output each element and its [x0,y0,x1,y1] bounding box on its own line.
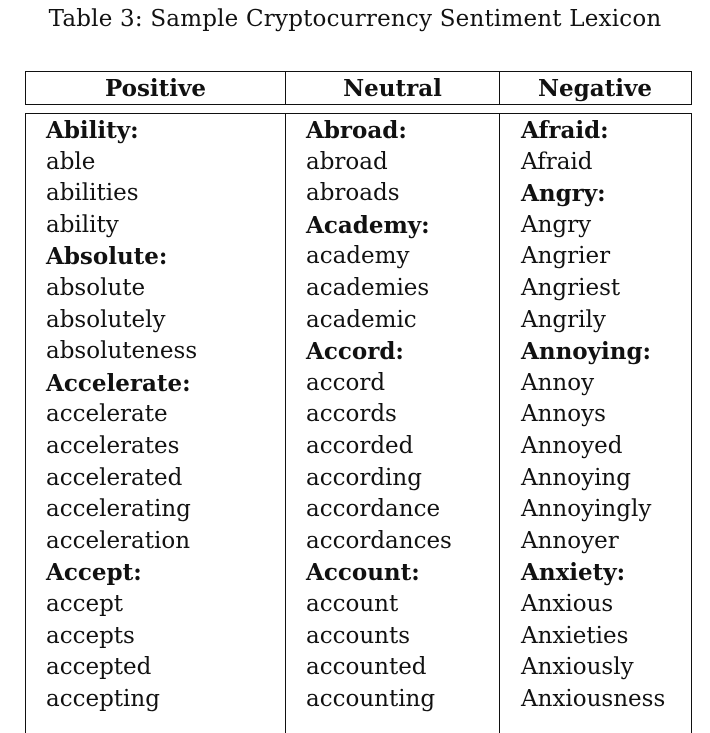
lexicon-word: account [306,590,399,617]
positive-column [26,114,286,733]
lexicon-word: according [306,464,422,491]
lexicon-word: Anxiousness [521,685,666,712]
lexicon-word: abroad [306,148,388,175]
lexicon-word: Annoyed [521,432,623,459]
lexicon-word: Anxious [521,590,614,617]
lexicon-word: accelerate [46,401,168,428]
lexicon-word: accords [306,401,397,428]
table-header-row [25,71,692,105]
table-caption: Table 3: Sample Cryptocurrency Sentiment Lexicon [48,6,662,32]
lexicon-group-heading: Annoying: [521,338,652,366]
lexicon-word: abroads [306,180,400,207]
lexicon-group-heading: Accelerate: [46,369,191,397]
lexicon-word: accept [46,590,124,617]
lexicon-word: academy [306,243,410,270]
lexicon-word: academic [306,306,417,333]
lexicon-group-heading: Accord: [306,338,404,366]
lexicon-word: accelerates [46,432,180,459]
lexicon-word: absoluteness [46,338,198,365]
lexicon-group-heading: Anxiety: [521,559,626,587]
column-header-negative: Negative [537,74,652,102]
lexicon-word: accelerated [46,464,183,491]
lexicon-word: Anxiously [521,654,634,681]
lexicon-word: accorded [306,432,414,459]
lexicon-word: absolute [46,274,146,301]
table-body [25,113,692,733]
lexicon-word: accord [306,369,386,396]
lexicon-group-heading: Ability: [46,117,139,144]
lexicon-word: Angry [521,211,592,238]
lexicon-word: Angrily [521,306,606,333]
lexicon-word: acceleration [46,527,191,554]
lexicon-word: accepted [46,654,152,681]
lexicon-word: Annoy [521,369,595,396]
column-header-neutral: Neutral [286,72,500,104]
lexicon-word: abilities [46,180,139,207]
lexicon-word: Angriest [521,274,621,301]
lexicon-group-heading: Afraid: [521,117,609,144]
lexicon-word: accepting [46,685,160,712]
lexicon-word: Afraid [521,148,593,175]
lexicon-word: academies [306,274,430,301]
negative-column [500,114,690,733]
lexicon-word: accounts [306,622,410,649]
lexicon-group-heading: Academy: [306,211,430,239]
lexicon-word: absolutely [46,306,166,333]
lexicon-word: Annoyingly [521,496,652,523]
lexicon-word: Annoyer [521,527,619,554]
lexicon-word: accelerating [46,496,191,523]
lexicon-word: Annoying [521,464,631,491]
column-header-positive: Positive [26,72,286,104]
lexicon-group-heading: Angry: [521,180,606,208]
lexicon-word: accordance [306,496,441,523]
lexicon-word: Annoys [521,401,606,428]
lexicon-group-heading: Accept: [46,559,142,587]
lexicon-word: accounted [306,654,427,681]
lexicon-word: Anxieties [521,622,629,649]
lexicon-word: accepts [46,622,135,649]
lexicon-word: able [46,148,96,175]
lexicon-group-heading: Account: [306,559,420,587]
lexicon-word: accounting [306,685,436,712]
neutral-column [286,114,500,733]
lexicon-word: ability [46,211,119,238]
lexicon-group-heading: Absolute: [46,243,168,271]
lexicon-word: accordances [306,527,452,554]
lexicon-word: Angrier [521,243,611,270]
lexicon-group-heading: Abroad: [306,117,407,144]
